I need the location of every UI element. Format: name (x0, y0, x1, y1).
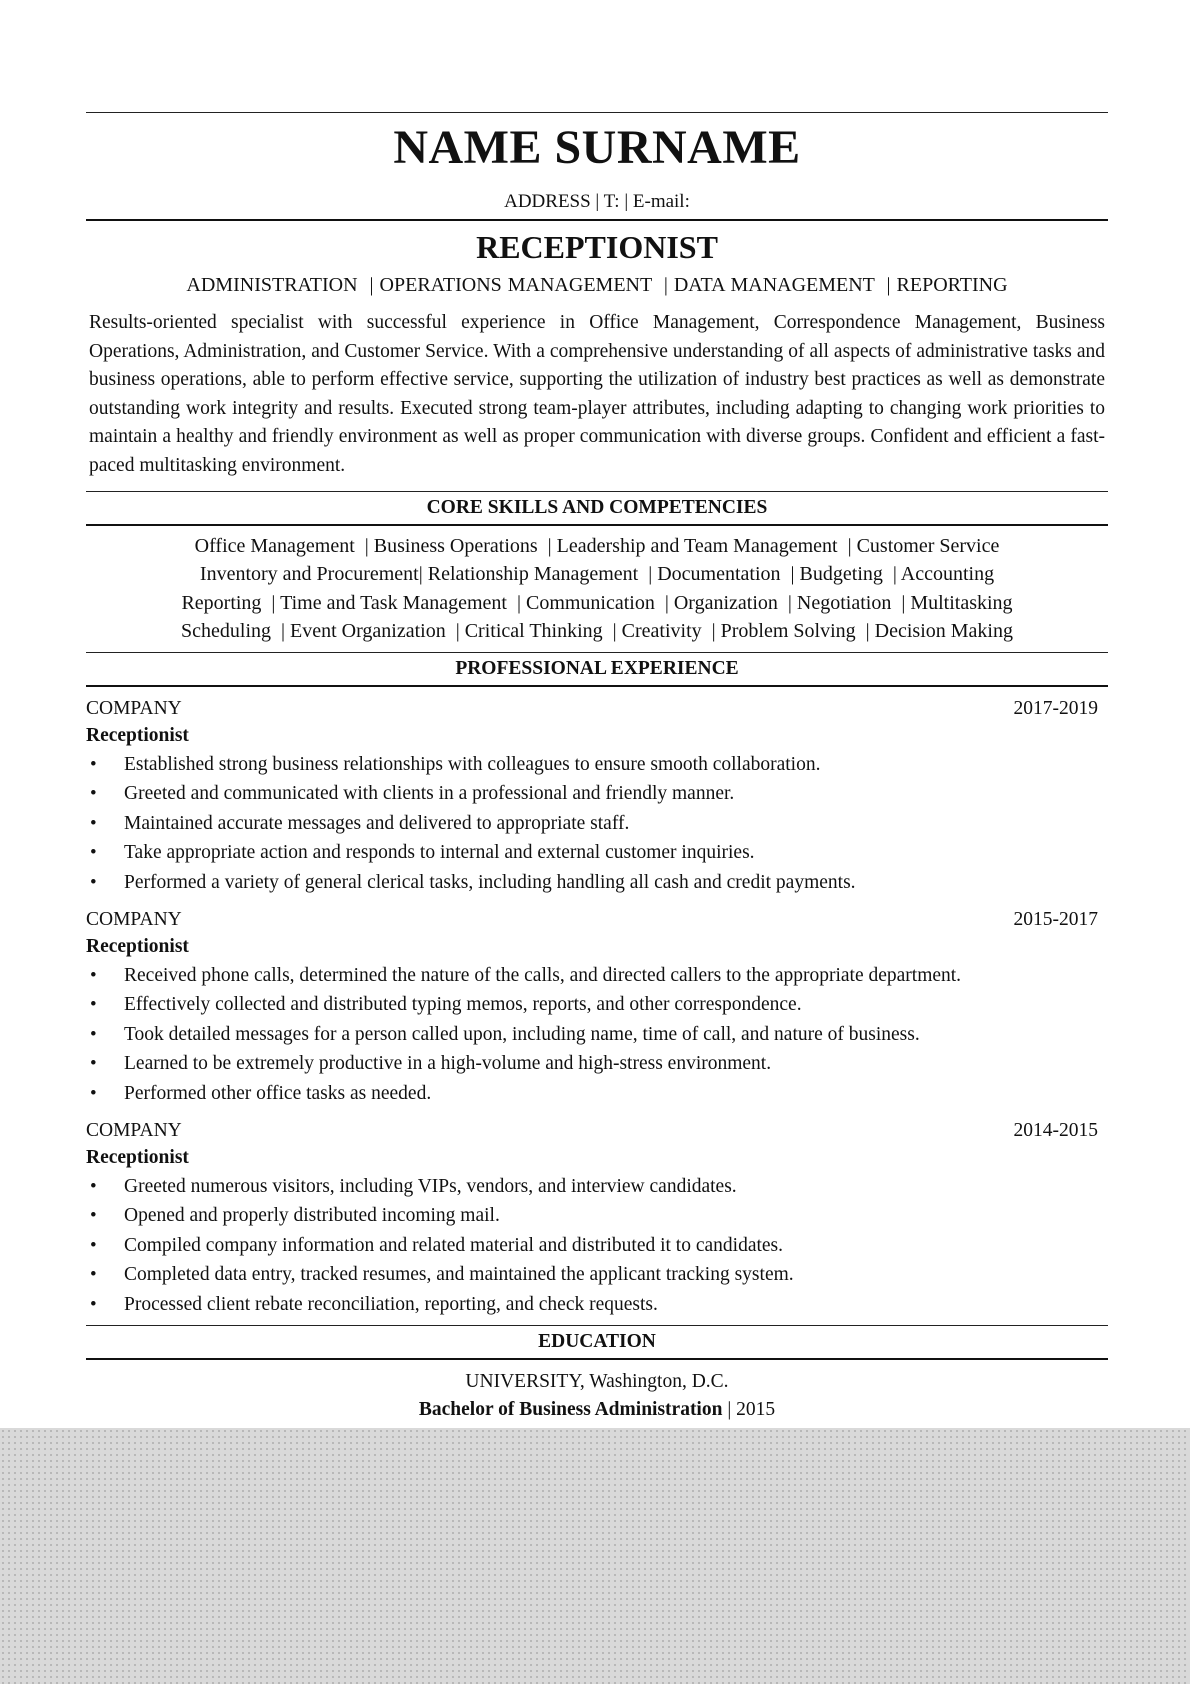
company-name: COMPANY (86, 908, 182, 930)
education-divider-bottom (86, 1358, 1108, 1360)
list-item: • Performed a variety of general clerical tasks, including handling all cash and credit payments. (86, 868, 1108, 898)
list-item: • Effectively collected and distributed typing memos, reports, and other correspondence. (86, 990, 1108, 1020)
company-name: COMPANY (86, 697, 182, 719)
list-item: • Take appropriate action and responds to internal and external customer inquiries. (86, 838, 1108, 868)
job-header (86, 906, 1108, 933)
preview-mask-overlay (0, 1428, 1190, 1684)
bullet-icon: • (90, 964, 97, 986)
list-item: • Established strong business relationships with colleagues to ensure smooth collaboration. (86, 750, 1108, 780)
bullet-icon: • (90, 1082, 97, 1104)
job-bullets (86, 750, 1108, 898)
degree-year: | 2015 (722, 1399, 776, 1421)
job-dates: 2017-2019 (1013, 697, 1098, 719)
bullet-icon: • (90, 1175, 97, 1197)
experience-heading: PROFESSIONAL EXPERIENCE (455, 657, 739, 679)
school-name: UNIVERSITY, Washington, D.C. (465, 1371, 729, 1393)
bullet-icon: • (90, 783, 97, 805)
summary-paragraph: Results-oriented specialist with successful experience in Office Management, Correspondence Management, Business Operations, Administration, and Customer Service. With a comprehensive understanding of all aspects of administrative tasks and business operations, able to perform effective service, supporting the utilization of industry best practices as well as demonstrate outstanding work integrity and results. Executed strong team-player attributes, including adapting to changing work priorities to maintain a healthy and friendly environment as well as proper communication with diverse groups. Confident and efficient a fast-paced multitasking environment. (89, 312, 1105, 476)
list-item: • Greeted numerous visitors, including VIPs, vendors, and interview candidates. (86, 1172, 1108, 1202)
bullet-icon: • (90, 1264, 97, 1286)
bullet-icon: • (90, 1053, 97, 1075)
list-item: • Received phone calls, determined the nature of the calls, and directed callers to the appropriate department. (86, 961, 1108, 991)
bullet-icon: • (90, 994, 97, 1016)
job-bullets (86, 1172, 1108, 1320)
list-item: • Processed client rebate reconciliation, reporting, and check requests. (86, 1290, 1108, 1320)
bullet-icon: • (90, 871, 97, 893)
bullet-icon: • (90, 1293, 97, 1315)
skills-heading: CORE SKILLS AND COMPETENCIES (426, 496, 768, 518)
job-dates: 2015-2017 (1013, 908, 1098, 930)
list-item: • Greeted and communicated with clients in a professional and friendly manner. (86, 779, 1108, 809)
list-item: • Maintained accurate messages and delivered to appropriate staff. (86, 809, 1108, 839)
job-header (86, 695, 1108, 722)
job-role: Receptionist (86, 724, 189, 746)
skills-line: Scheduling | Event Organization | Critical Thinking | Creativity | Problem Solving | Decision Making (181, 620, 1013, 643)
list-item: • Opened and properly distributed incoming mail. (86, 1201, 1108, 1231)
list-item: • Completed data entry, tracked resumes, and maintained the applicant tracking system. (86, 1260, 1108, 1290)
skills-line: Office Management | Business Operations | Leadership and Team Management | Customer Service (194, 534, 1000, 557)
job-dates: 2014-2015 (1013, 1119, 1098, 1141)
job-entry (86, 906, 1108, 1109)
bullet-icon: • (90, 1205, 97, 1227)
top-divider (86, 112, 1108, 113)
bullet-icon: • (90, 812, 97, 834)
bullet-icon: • (90, 842, 97, 864)
degree-name: Bachelor of Business Administration (418, 1399, 723, 1421)
job-bullets (86, 961, 1108, 1109)
header-divider (86, 219, 1108, 221)
degree-line (86, 1396, 1108, 1424)
job-entry (86, 1117, 1108, 1320)
bullet-icon: • (90, 753, 97, 775)
experience-divider-bottom (86, 685, 1108, 687)
job-title: RECEPTIONIST (476, 229, 718, 265)
skills-list (86, 532, 1108, 646)
candidate-name: NAME SURNAME (393, 121, 801, 174)
job-role: Receptionist (86, 935, 189, 957)
job-header (86, 1117, 1108, 1144)
resume-page (86, 112, 1108, 1424)
list-item: • Performed other office tasks as needed. (86, 1079, 1108, 1109)
bullet-icon: • (90, 1234, 97, 1256)
contact-line: ADDRESS | T: | E-mail: (504, 191, 690, 212)
education-block (86, 1368, 1108, 1424)
list-item: • Compiled company information and related material and distributed it to candidates. (86, 1231, 1108, 1261)
list-item: • Took detailed messages for a person called upon, including name, time of call, and nature of business. (86, 1020, 1108, 1050)
job-entry (86, 695, 1108, 898)
job-role: Receptionist (86, 1146, 189, 1168)
education-heading: EDUCATION (538, 1331, 656, 1353)
skills-line: Reporting | Time and Task Management | Communication | Organization | Negotiation | Multitasking (181, 591, 1013, 614)
list-item: • Learned to be extremely productive in a high-volume and high-stress environment. (86, 1049, 1108, 1079)
company-name: COMPANY (86, 1119, 182, 1141)
skills-line: Inventory and Procurement| Relationship Management | Documentation | Budgeting | Accounting (199, 563, 995, 586)
focus-areas: ADMINISTRATION | OPERATIONS MANAGEMENT | DATA MANAGEMENT | REPORTING (186, 274, 1008, 296)
skills-divider-bottom (86, 524, 1108, 526)
bullet-icon: • (90, 1023, 97, 1045)
